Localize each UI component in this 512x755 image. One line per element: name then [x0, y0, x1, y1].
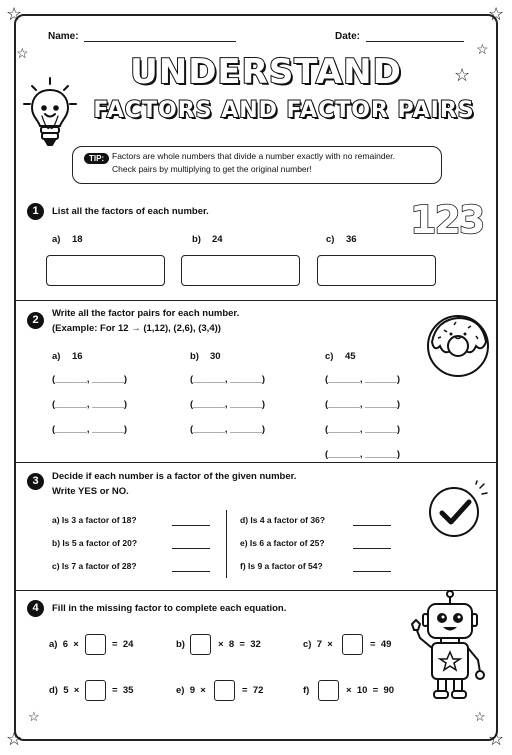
factor-pair-blank[interactable]: (______, ______)	[52, 399, 128, 410]
q3-item: e) Is 6 a factor of 25?	[240, 538, 325, 548]
question-1-title: List all the factors of each number.	[52, 206, 209, 217]
equation-text: c) 7 ×	[303, 639, 333, 650]
star-icon: ☆	[454, 65, 471, 85]
answer-blank[interactable]	[172, 548, 210, 549]
q1-item-value: 24	[212, 234, 223, 245]
missing-factor-box[interactable]	[214, 680, 235, 701]
missing-factor-box[interactable]	[342, 634, 363, 655]
q2-item-label: c)	[325, 351, 334, 362]
answer-blank[interactable]	[172, 571, 210, 572]
q2-item-value: 16	[72, 351, 83, 362]
equation-text: b)	[176, 639, 185, 650]
answer-box[interactable]	[317, 255, 436, 286]
equation-text: d) 5 ×	[49, 685, 80, 696]
missing-factor-box[interactable]	[85, 680, 106, 701]
equation-text: = 24	[112, 639, 134, 650]
question-4-title: Fill in the missing factor to complete each equation.	[52, 603, 287, 614]
q2-item-label: b)	[190, 351, 199, 362]
answer-blank[interactable]	[353, 525, 391, 526]
missing-factor-box[interactable]	[318, 680, 339, 701]
answer-box[interactable]	[46, 255, 165, 286]
q3-item: d) Is 4 a factor of 36?	[240, 515, 326, 525]
missing-factor-box[interactable]	[190, 634, 211, 655]
q1-item-label: c)	[326, 234, 335, 245]
q1-item-label: b)	[192, 234, 201, 245]
donut-icon	[424, 312, 492, 380]
equation-text: f)	[303, 685, 310, 696]
equation-text: e) 9 ×	[176, 685, 206, 696]
column-divider	[226, 510, 227, 578]
factor-pair-blank[interactable]: (______, ______)	[325, 399, 401, 410]
star-icon: ☆	[476, 41, 489, 57]
question-2-example: (Example: For 12 → (1,12), (2,6), (3,4))	[52, 323, 221, 334]
title-line-2: FACTORS AND FACTOR PAIRS	[93, 98, 475, 123]
equation-text: = 72	[242, 685, 264, 696]
factor-pair-blank[interactable]: (______, ______)	[325, 449, 401, 460]
section-divider	[14, 462, 498, 463]
question-3-title: Decide if each number is a factor of the given number.	[52, 471, 297, 482]
tip-text-line-1: Factors are whole numbers that divide a number exactly with no remainder.	[112, 151, 395, 161]
star-icon: ☆	[6, 729, 23, 749]
checkmark-icon	[424, 480, 490, 540]
answer-blank[interactable]	[353, 548, 391, 549]
star-icon: ☆	[6, 4, 23, 24]
answer-blank[interactable]	[353, 571, 391, 572]
star-icon: ☆	[488, 729, 505, 749]
factor-pair-blank[interactable]: (______, ______)	[190, 399, 266, 410]
numbers-art: 123	[410, 198, 484, 242]
equation-text: = 35	[112, 685, 134, 696]
equation-text: a) 6 ×	[49, 639, 79, 650]
title-line-1: UNDERSTAND	[130, 52, 402, 92]
equation-text: × 8 = 32	[218, 639, 261, 650]
star-icon: ☆	[474, 709, 486, 724]
factor-pair-blank[interactable]: (______, ______)	[190, 374, 266, 385]
q3-item: c) Is 7 a factor of 28?	[52, 561, 137, 571]
name-field[interactable]	[84, 41, 236, 42]
date-field[interactable]	[366, 41, 464, 42]
q2-item-value: 30	[210, 351, 221, 362]
star-icon: ☆	[16, 45, 29, 61]
question-number-4: 4	[27, 600, 44, 617]
factor-pair-blank[interactable]: (______, ______)	[52, 374, 128, 385]
question-3-subtitle: Write YES or NO.	[52, 486, 129, 497]
question-number-1: 1	[27, 203, 44, 220]
q3-item: b) Is 5 a factor of 20?	[52, 538, 138, 548]
question-2-title: Write all the factor pairs for each number.	[52, 308, 240, 319]
factor-pair-blank[interactable]: (______, ______)	[52, 424, 128, 435]
question-number-3: 3	[27, 473, 44, 490]
factor-pair-blank[interactable]: (______, ______)	[325, 424, 401, 435]
answer-box[interactable]	[181, 255, 300, 286]
star-icon: ☆	[28, 709, 40, 724]
q2-item-label: a)	[52, 351, 61, 362]
q1-item-value: 36	[346, 234, 357, 245]
date-label: Date:	[335, 31, 361, 42]
star-icon: ☆	[488, 4, 505, 24]
name-label: Name:	[48, 31, 79, 42]
question-number-2: 2	[27, 312, 44, 329]
q1-item-value: 18	[72, 234, 83, 245]
tip-text-line-2: Check pairs by multiplying to get the original number!	[112, 164, 312, 174]
missing-factor-box[interactable]	[85, 634, 106, 655]
lightbulb-icon	[20, 76, 80, 148]
section-divider	[14, 300, 498, 301]
tip-badge: TIP:	[84, 153, 109, 164]
factor-pair-blank[interactable]: (______, ______)	[190, 424, 266, 435]
equation-text: = 49	[370, 639, 392, 650]
q3-item: f) Is 9 a factor of 54?	[240, 561, 323, 571]
answer-blank[interactable]	[172, 525, 210, 526]
robot-icon	[410, 590, 490, 705]
factor-pair-blank[interactable]: (______, ______)	[325, 374, 401, 385]
q1-item-label: a)	[52, 234, 61, 245]
equation-text: × 10 = 90	[346, 685, 395, 696]
q2-item-value: 45	[345, 351, 356, 362]
q3-item: a) Is 3 a factor of 18?	[52, 515, 137, 525]
